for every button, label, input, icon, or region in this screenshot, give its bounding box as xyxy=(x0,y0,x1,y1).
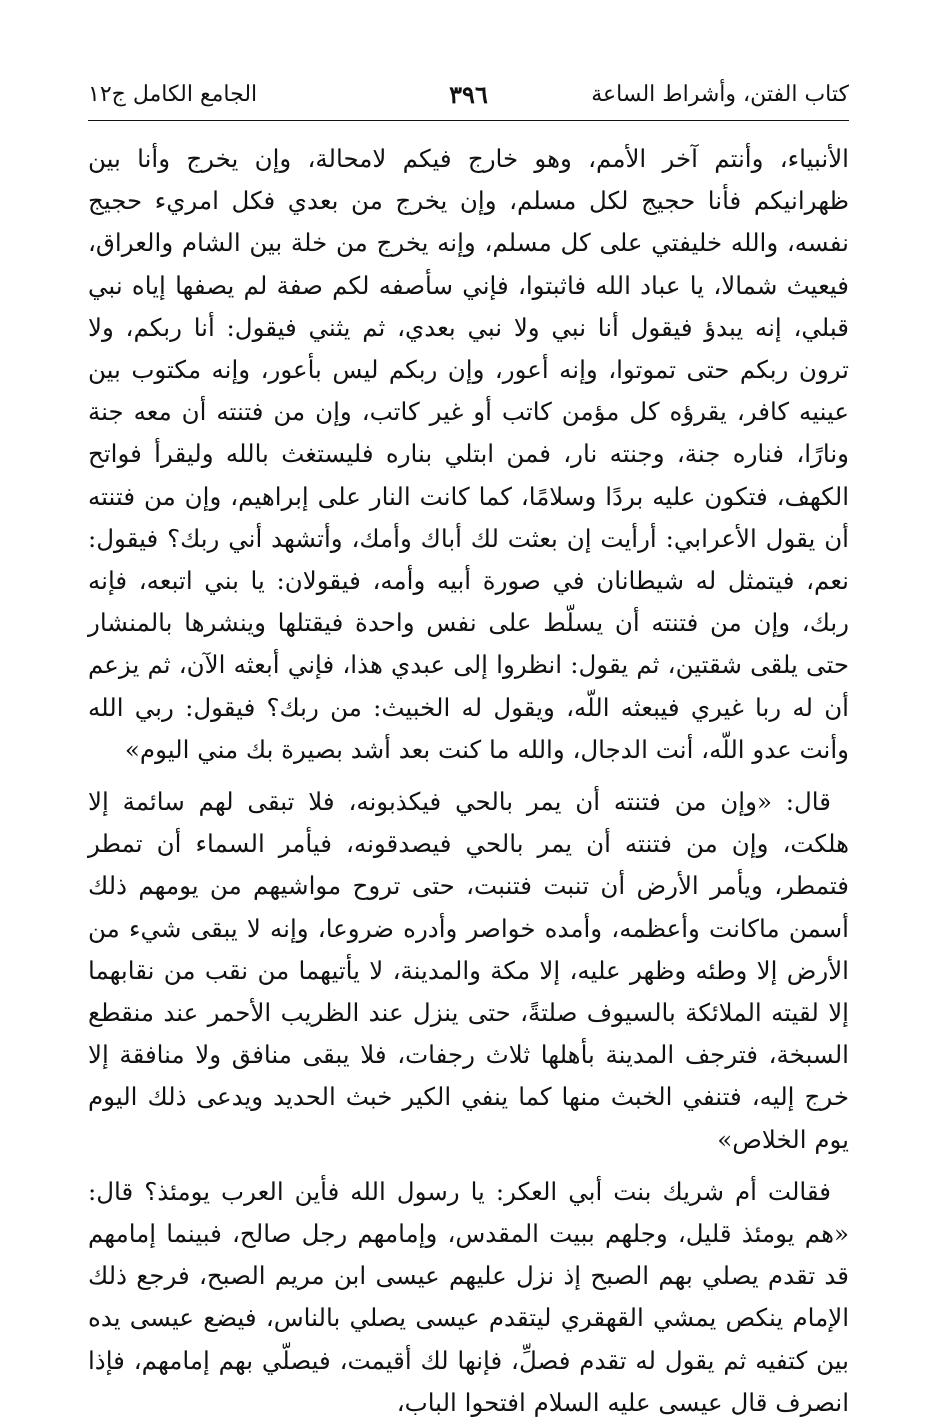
running-header xyxy=(88,78,849,122)
header-divider xyxy=(88,120,849,121)
page-number: ٣٩٦ xyxy=(449,80,488,109)
header-section-title: كتاب الفتن، وأشراط الساعة xyxy=(591,82,849,107)
header-book-title: الجامع الكامل ج١٢ xyxy=(88,82,258,107)
paragraph-1: الأنبياء، وأنتم آخر الأمم، وهو خارج فيكم لامحالة، وإن يخرج وأنا بين ظهرانيكم فأنا حجيج لكل مسلم، وإن يخرج من بعدي فكل امريء حجيج نفسه، والله خليفتي على كل مسلم، وإنه يخرج من خلة بين الشام والعراق، فيعيث شمالا، يا عباد الله فاثبتوا، فإني سأصفه لكم صفة لم يصفها إياه نبي قبلي، إنه يبدؤ فيقول أنا نبي ولا نبي بعدي، ثم يثني فيقول: أنا ربكم، ولا ترون ربكم حتى تموتوا، وإنه أعور، وإن ربكم ليس بأعور، وإنه مكتوب بين عينيه كافر، يقرؤه كل مؤمن كاتب أو غير كاتب، وإن من فتنته أن معه جنة ونارًا، فناره جنة، وجنته نار، فمن ابتلي بناره فليستغث بالله وليقرأ فواتح الكهف، فتكون عليه بردًا وسلامًا، كما كانت النار على إبراهيم، وإن من فتنته أن يقول الأعرابي: أرأيت إن بعثت لك أباك وأمك، وأتشهد أني ربك؟ فيقول: نعم، فيتمثل له شيطانان في صورة أبيه وأمه، فيقولان: يا بني اتبعه، فإنه ربك، وإن من فتنته أن يسلّط على نفس واحدة فيقتلها وينشرها بالمنشار حتى يلقى شقتين، ثم يقول: انظروا إلى عبدي هذا، فإني أبعثه الآن، ثم يزعم أن له ربا غيري فيبعثه اللّه، ويقول له الخبيث: من ربك؟ فيقول: ربي الله وأنت عدو اللّه، أنت الدجال، والله ما كنت بعد أشد بصيرة بك مني اليوم» xyxy=(88,144,849,764)
paragraph-2: قال: «وإن من فتنته أن يمر بالحي فيكذبونه، فلا تبقى لهم سائمة إلا هلكت، وإن من فتنته أن يمر بالحي فيصدقونه، فيأمر السماء أن تمطر فتمطر، ويأمر الأرض أن تنبت فتنبت، حتى تروح مواشيهم من يومهم ذلك أسمن ماكانت وأعظمه، وأمده خواصر وأدره ضروعا، وإنه لا يبقى شيء من الأرض إلا وطئه وظهر عليه، إلا مكة والمدينة، لا يأتيهما من نقب من نقابهما إلا لقيته الملائكة بالسيوف صلتةً، حتى ينزل عند الظريب الأحمر عند منقطع السبخة، فترجف المدينة بأهلها ثلاث رجفات، فلا يبقى منافق ولا منافقة إلا خرج إليه، فتنفي الخبث منها كما ينفي الكير خبث الحديد ويدعى ذلك اليوم يوم الخلاص» xyxy=(88,787,849,1154)
page-body xyxy=(88,138,849,1424)
paragraph-3: فقالت أم شريك بنت أبي العكر: يا رسول الله فأين العرب يومئذ؟ قال: «هم يومئذ قليل، وجلهم ببيت المقدس، وإمامهم رجل صالح، فبينما إمامهم قد تقدم يصلي بهم الصبح إذ نزل عليهم عيسى ابن مريم الصبح، فرجع ذلك الإمام ينكص يمشي القهقري ليتقدم عيسى يصلي بالناس، فيضع عيسى يده بين كتفيه ثم يقول له تقدم فصلِّ، فإنها لك أقيمت، فيصلّي بهم إمامهم، فإذا انصرف قال عيسى عليه السلام افتحوا الباب، xyxy=(88,1176,849,1417)
